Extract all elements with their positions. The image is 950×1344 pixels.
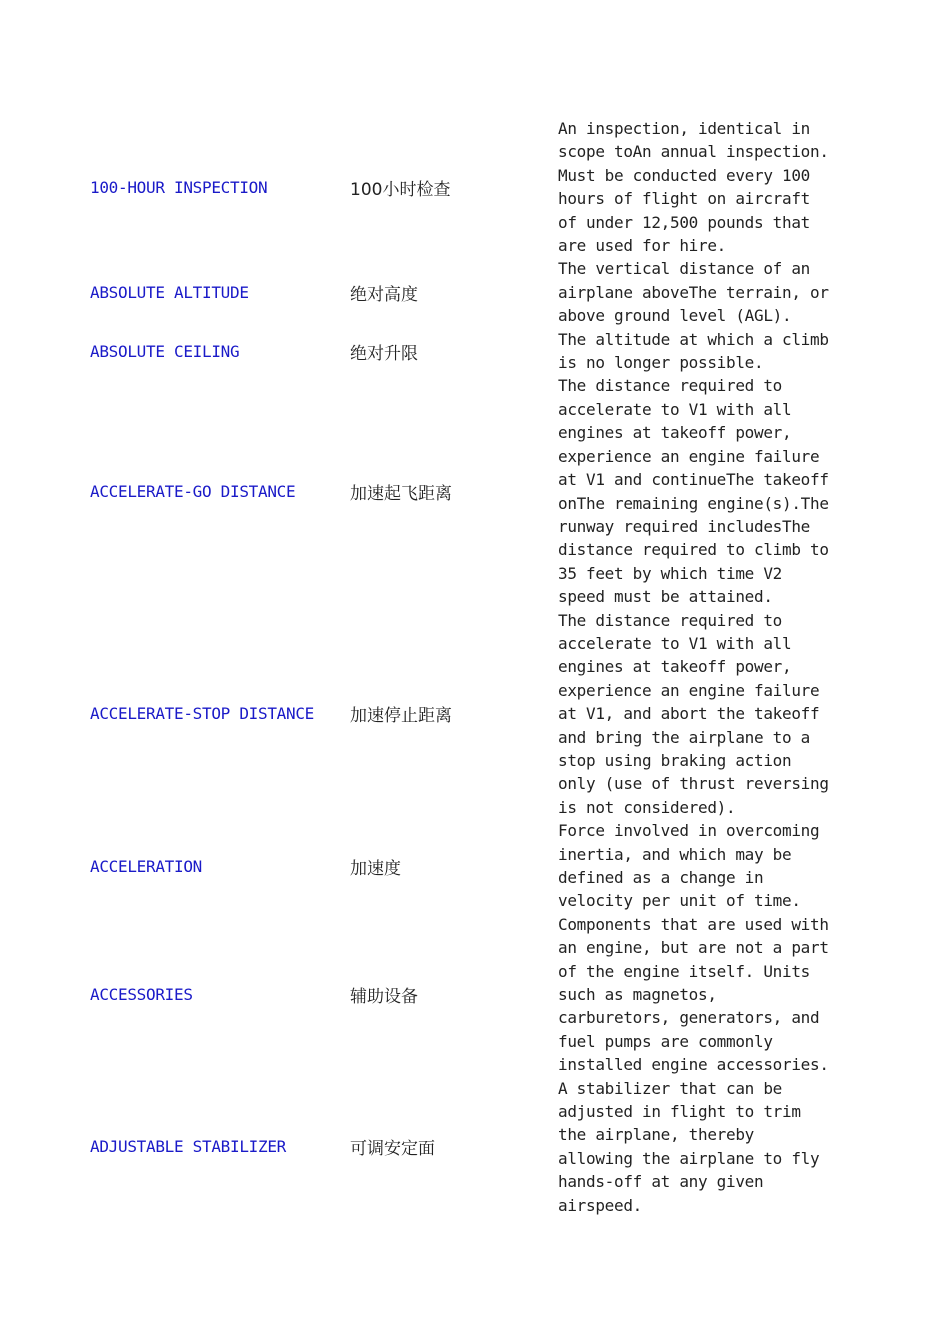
term-chinese: 绝对升限 (350, 343, 418, 364)
term-english: ACCESSORIES (90, 985, 193, 1005)
term-definition: Components that are used with an engine, but are not a part of the engine itself. Units such as magnetos, carburetors, generators, and fuel pumps are commonly installed engine accessories. (558, 914, 829, 1075)
term-definition: The altitude at which a climb is no longer possible. (558, 329, 829, 373)
term-english: ADJUSTABLE STABILIZER (90, 1137, 286, 1157)
glossary-row (90, 609, 850, 820)
term-definition: A stabilizer that can be adjusted in flight to trim the airplane, thereby allowing the airplane to fly hands-off at any given airspeed. (558, 1078, 820, 1215)
term-chinese: 加速度 (350, 858, 401, 879)
term-english: ACCELERATE-GO DISTANCE (90, 482, 296, 501)
glossary-row (90, 913, 850, 1077)
glossary-row (90, 117, 850, 257)
glossary-row (90, 819, 850, 913)
term-chinese: 绝对高度 (350, 285, 418, 306)
glossary-row (90, 328, 850, 375)
term-definition: The distance required to accelerate to V1 with all engines at takeoff power, experience an engine failure at V1 and continueThe takeoff onThe remaining engine(s).The runway required includesThe distance required to climb to 35 feet by which time V2 speed must be attained. (558, 376, 829, 607)
glossary-row (90, 1077, 850, 1217)
term-english: ACCELERATE-STOP DISTANCE (90, 704, 314, 724)
term-definition: Force involved in overcoming inertia, and which may be defined as a change in velocity per unit of time. (558, 821, 820, 911)
term-chinese: 加速停止距离 (350, 706, 452, 727)
term-definition: The distance required to accelerate to V1 with all engines at takeoff power, experience an engine failure at V1, and abort the takeoff and bring the airplane to a stop using braking action only (use of thrust reversing is not considered). (558, 610, 829, 817)
term-definition: The vertical distance of an airplane aboveThe terrain, or above ground level (AGL). (558, 259, 829, 326)
term-chinese: 可调安定面 (350, 1139, 435, 1160)
term-english: ACCELERATION (90, 856, 202, 876)
glossary-row (90, 374, 850, 608)
term-english: ABSOLUTE ALTITUDE (90, 283, 249, 303)
term-definition: An inspection, identical in scope toAn annual inspection. Must be conducted every 100 hours of flight on aircraft of under 12,500 pounds that are used for hire. (558, 119, 829, 256)
term-chinese: 加速起飞距离 (350, 484, 452, 504)
term-chinese: 辅助设备 (350, 987, 418, 1008)
term-english: 100-HOUR INSPECTION (90, 177, 268, 197)
term-english: ABSOLUTE CEILING (90, 341, 240, 361)
glossary-table (90, 117, 850, 1217)
glossary-row (90, 257, 850, 327)
term-chinese: 100小时检查 (350, 179, 451, 200)
